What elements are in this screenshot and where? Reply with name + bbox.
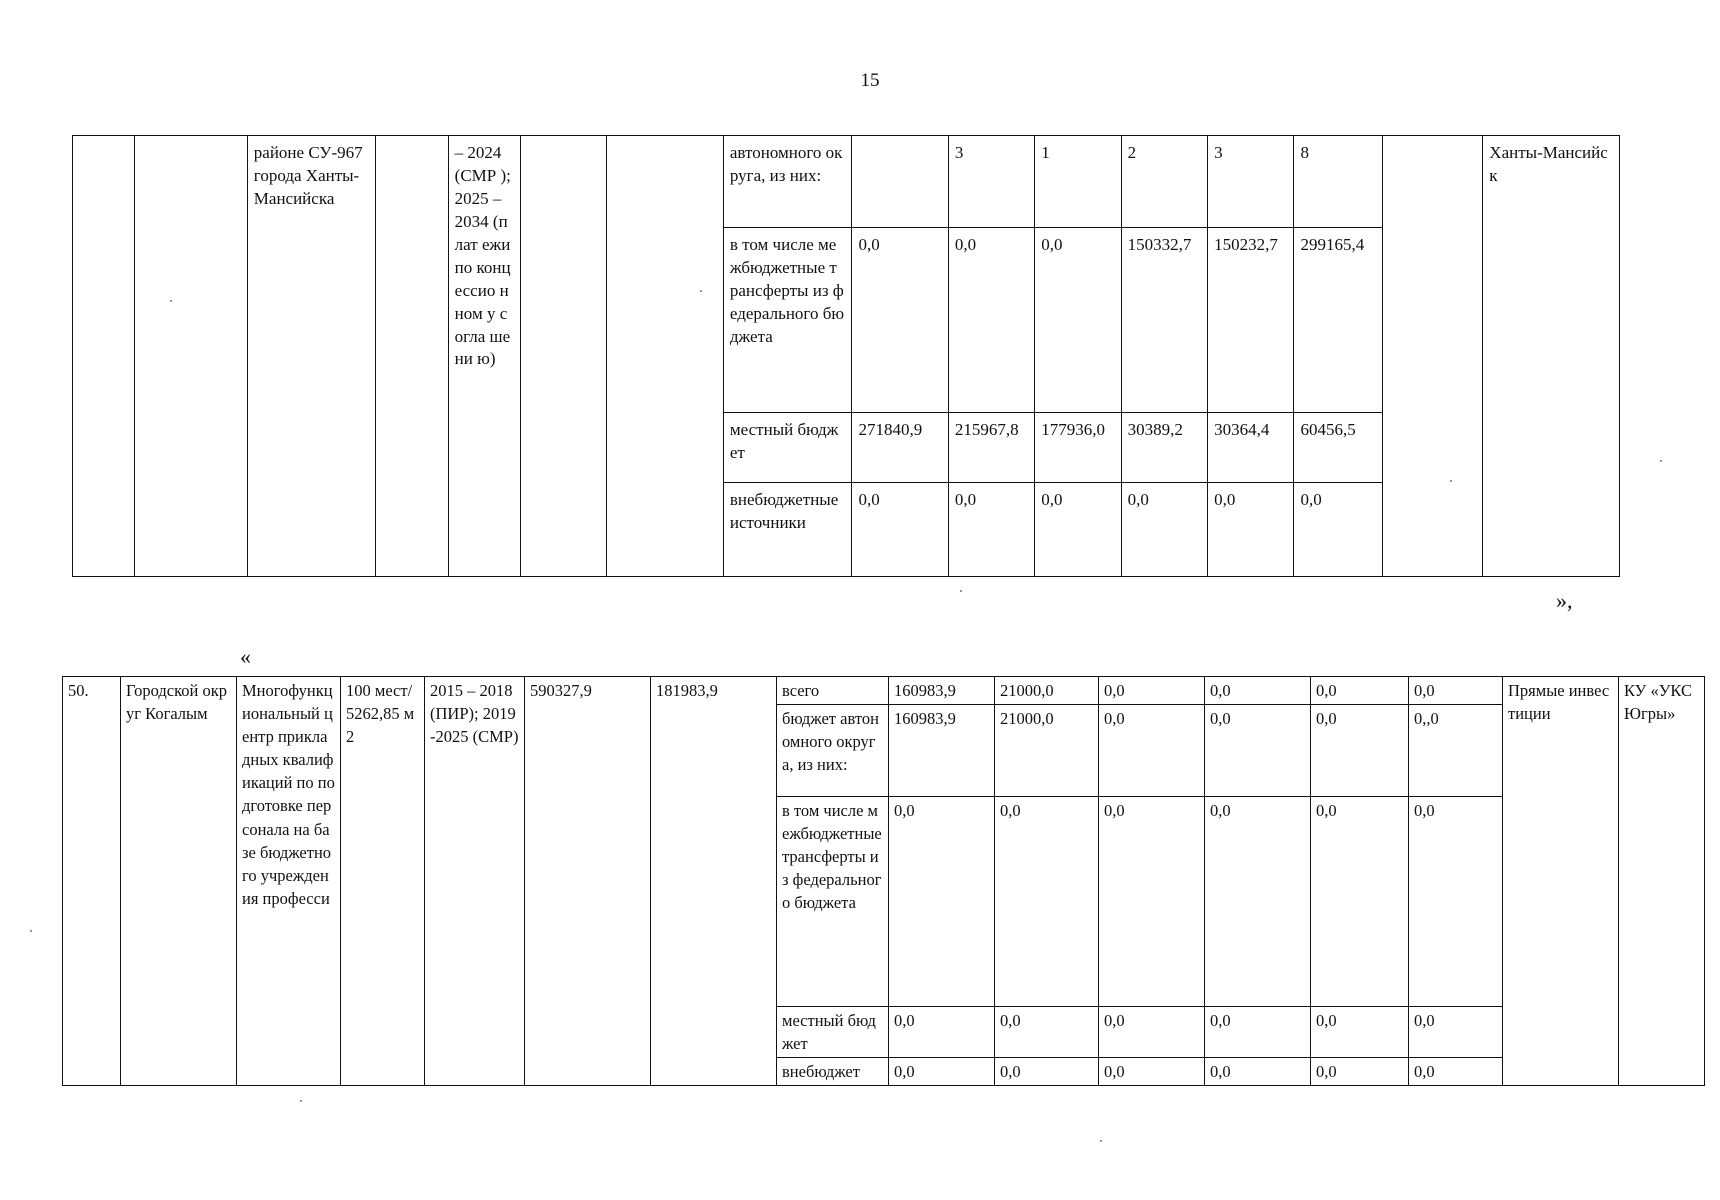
value-cell: 0,0 xyxy=(1099,677,1205,705)
t1-col-mechanism xyxy=(1382,136,1482,577)
value-cell: 0,0 xyxy=(889,797,995,1007)
value-cell: 299165,4 xyxy=(1294,228,1382,412)
value-cell: 0,0 xyxy=(852,228,948,412)
t1-col-capacity xyxy=(376,136,448,577)
entry-cost: 590327,9 xyxy=(525,677,651,1086)
value-cell: 3 xyxy=(1208,136,1294,228)
value-cell: 0,0 xyxy=(1099,1007,1205,1058)
value-cell: 0,0 xyxy=(1121,482,1207,576)
table-row xyxy=(73,136,1620,228)
page-number: 15 xyxy=(860,70,880,91)
value-cell: 21000,0 xyxy=(995,677,1099,705)
value-cell: 0,0 xyxy=(1409,797,1503,1007)
value-cell: 150332,7 xyxy=(1121,228,1207,412)
row-label: всего xyxy=(777,677,889,705)
row-label: автономного округа, из них: xyxy=(723,136,852,228)
opening-quote-mark: « xyxy=(240,644,251,669)
value-cell: 0,0 xyxy=(1205,677,1311,705)
value-cell: 0,0 xyxy=(995,1058,1099,1086)
value-cell: 0,0 xyxy=(995,797,1099,1007)
entry-mechanism: Прямые инвестиции xyxy=(1503,677,1619,1086)
t1-col-cost xyxy=(520,136,606,577)
t1-col-district xyxy=(135,136,248,577)
closing-quote-mark: », xyxy=(1556,588,1573,613)
entry-capacity: 100 мест/5262,85 м2 xyxy=(341,677,425,1086)
value-cell: 271840,9 xyxy=(852,412,948,482)
value-cell: 60456,5 xyxy=(1294,412,1382,482)
value-cell: 0,0 xyxy=(1099,1058,1205,1086)
scan-speck xyxy=(1100,1140,1102,1142)
value-cell: 0,0 xyxy=(1208,482,1294,576)
t1-col-number xyxy=(73,136,135,577)
value-cell: 0,0 xyxy=(1409,1058,1503,1086)
table-row xyxy=(63,677,1705,705)
value-cell: 0,0 xyxy=(1311,1058,1409,1086)
entry-customer: КУ «УКС Югры» xyxy=(1619,677,1705,1086)
t1-col-remaining xyxy=(607,136,724,577)
entry-number: 50. xyxy=(63,677,121,1086)
value-cell: 0,0 xyxy=(948,482,1034,576)
value-cell: 0,0 xyxy=(1311,1007,1409,1058)
entry-period: 2015 – 2018 (ПИР); 2019-2025 (СМР) xyxy=(425,677,525,1086)
value-cell: 0,0 xyxy=(852,482,948,576)
t1-col-object: районе СУ-967 города Ханты-Мансийска xyxy=(247,136,376,577)
value-cell: 0,0 xyxy=(1205,1007,1311,1058)
value-cell: 0,0 xyxy=(1409,1007,1503,1058)
value-cell: 0,0 xyxy=(1035,228,1121,412)
t1-col-customer: Ханты-Мансийск xyxy=(1483,136,1620,577)
continuation-table xyxy=(72,135,1620,577)
value-cell: 30389,2 xyxy=(1121,412,1207,482)
value-cell: 0,0 xyxy=(948,228,1034,412)
value-cell: 0,0 xyxy=(1409,677,1503,705)
scan-speck xyxy=(1660,460,1662,462)
value-cell: 0,0 xyxy=(1311,677,1409,705)
value-cell: 2 xyxy=(1121,136,1207,228)
value-cell: 0,0 xyxy=(1311,705,1409,797)
row-label: в том числе межбюджетные трансферты из федерального бюджета xyxy=(777,797,889,1007)
value-cell: 8 xyxy=(1294,136,1382,228)
value-cell: 160983,9 xyxy=(889,677,995,705)
entry-district: Городской округ Когалым xyxy=(121,677,237,1086)
scan-speck xyxy=(170,300,172,302)
value-cell: 0,0 xyxy=(1035,482,1121,576)
value-cell xyxy=(852,136,948,228)
row-label: местный бюджет xyxy=(723,412,852,482)
value-cell: 0,,0 xyxy=(1409,705,1503,797)
row-label: внебюджет xyxy=(777,1058,889,1086)
value-cell: 0,0 xyxy=(889,1058,995,1086)
value-cell: 1 xyxy=(1035,136,1121,228)
t1-col-period: – 2024 (СМР ); 2025 – 2034 (плат ежи по конц ессио нном у согла шени ю) xyxy=(448,136,520,577)
value-cell: 0,0 xyxy=(1205,797,1311,1007)
value-cell: 0,0 xyxy=(1205,705,1311,797)
value-cell: 0,0 xyxy=(1099,797,1205,1007)
row-label: бюджет автономного округа, из них: xyxy=(777,705,889,797)
value-cell: 150232,7 xyxy=(1208,228,1294,412)
value-cell: 0,0 xyxy=(1294,482,1382,576)
value-cell: 0,0 xyxy=(1205,1058,1311,1086)
scan-speck xyxy=(700,290,702,292)
scan-speck xyxy=(30,930,32,932)
value-cell: 160983,9 xyxy=(889,705,995,797)
value-cell: 0,0 xyxy=(1311,797,1409,1007)
value-cell: 21000,0 xyxy=(995,705,1099,797)
row-label: местный бюджет xyxy=(777,1007,889,1058)
value-cell: 177936,0 xyxy=(1035,412,1121,482)
value-cell: 215967,8 xyxy=(948,412,1034,482)
entry-object: Многофункциональный центр прикладных квалификаций по подготовке персонала на базе бюджетного учреждения професси xyxy=(237,677,341,1086)
value-cell: 3 xyxy=(948,136,1034,228)
scan-speck xyxy=(960,590,962,592)
value-cell: 0,0 xyxy=(889,1007,995,1058)
row-label: внебюджетные источники xyxy=(723,482,852,576)
scan-speck xyxy=(300,1100,302,1102)
scan-speck xyxy=(1450,480,1452,482)
value-cell: 0,0 xyxy=(995,1007,1099,1058)
value-cell: 0,0 xyxy=(1099,705,1205,797)
entry-remaining: 181983,9 xyxy=(651,677,777,1086)
row-label: в том числе межбюджетные трансферты из федерального бюджета xyxy=(723,228,852,412)
entry-50-table xyxy=(62,676,1705,1086)
value-cell: 30364,4 xyxy=(1208,412,1294,482)
